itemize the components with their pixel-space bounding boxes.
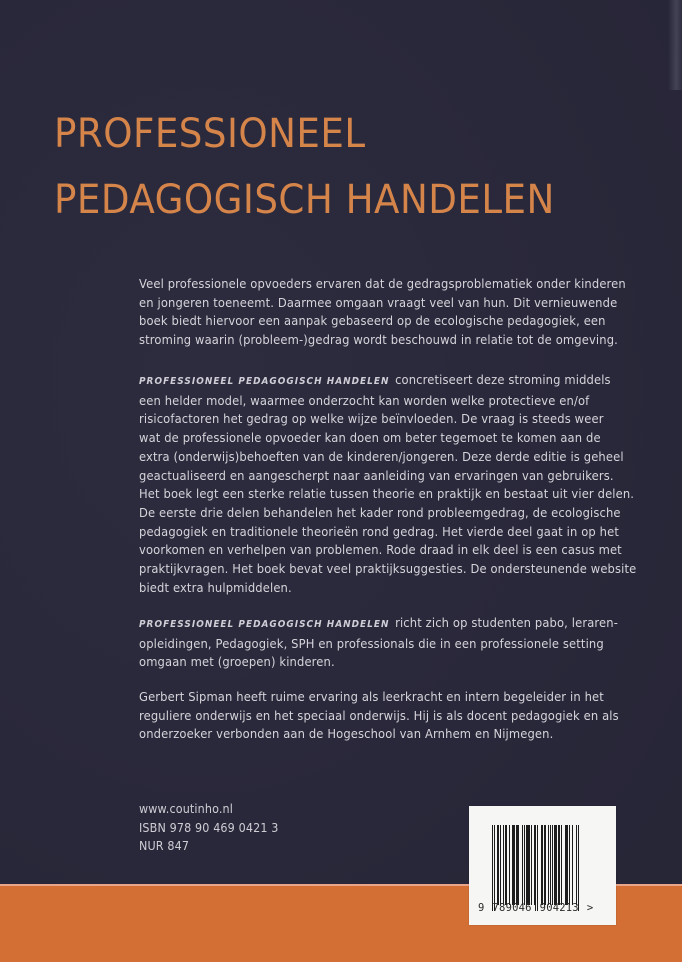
text-line: omgaan met (groepen) kinderen. xyxy=(139,654,335,670)
text-line: voorkomen en verhelpen van problemen. Rode draad in elk deel is een casus met xyxy=(139,542,622,558)
text-line: Het boek legt een sterke relatie tussen theorie en praktijk en bestaat uit vier delen. xyxy=(139,486,635,502)
barcode-label xyxy=(469,806,616,925)
text-line: opleidingen, Pedagogiek, SPH en professionals die in een professionele setting xyxy=(139,635,604,651)
barcode-group-1: 789046 xyxy=(492,902,532,914)
text-line: risicofactoren het gedrag op welke wijze beïnvloeden. De vraag is steeds weer xyxy=(139,411,604,427)
barcode-bars xyxy=(492,825,596,905)
text-line: en jongeren toeneemt. Daarmee omgaan vraagt veel van hun. Dit vernieuwende xyxy=(139,294,618,310)
text-line: boek biedt hiervoor een aanpak gebaseerd op de ecologische pedagogiek, een xyxy=(139,313,606,329)
title-line-2: PEDAGOGISCH HANDELEN xyxy=(54,177,555,223)
text-line: wat de professionele opvoeder kan doen om beter tegemoet te komen aan de xyxy=(139,430,601,446)
text-line: biedt extra hulpmiddelen. xyxy=(139,579,292,595)
title-line-1: PROFESSIONEEL xyxy=(54,111,366,157)
text-line: stroming waarin (probleem-)gedrag wordt beschouwd in relatie tot de omgeving. xyxy=(139,332,618,348)
text-fragment: richt zich op studenten pabo, leraren- xyxy=(395,615,619,630)
text-line xyxy=(139,614,618,635)
text-line: een helder model, waarmee onderzocht kan worden welke protectieve en/of xyxy=(139,392,590,408)
text-line: De eerste drie delen behandelen het kader rond probleemgedrag, de ecologische xyxy=(139,504,621,520)
text-line xyxy=(139,371,636,392)
text-line: extra (onderwijs)behoeften van de kinderen/jongeren. Deze derde editie is geheel xyxy=(139,448,624,464)
text-fragment: concretiseert deze stroming middels xyxy=(395,372,611,387)
text-line: Gerbert Sipman heeft ruime ervaring als leerkracht en intern begeleider in het xyxy=(139,689,604,704)
text-line: Veel professionele opvoeders ervaren dat de gedragsproblematiek onder kinderen xyxy=(139,276,626,291)
isbn: ISBN 978 90 469 0421 3 xyxy=(139,820,279,835)
blurb-paragraph-3 xyxy=(139,614,618,672)
text-line: praktijkvragen. Het boek bevat veel praktijksuggesties. De ondersteunende website xyxy=(139,561,637,577)
barcode-lead-digit: 9 xyxy=(478,902,485,914)
nur-code: NUR 847 xyxy=(139,839,190,853)
cover-wear-mark xyxy=(668,0,682,90)
text-line: reguliere onderwijs en het speciaal onderwijs. Hij is als docent pedagogiek en als xyxy=(139,707,619,723)
publisher-info xyxy=(139,800,279,856)
barcode-digits xyxy=(478,902,613,914)
author-bio xyxy=(139,688,619,744)
barcode-group-2: 904213 xyxy=(539,902,579,914)
publisher-website: www.coutinho.nl xyxy=(139,802,234,816)
blurb-paragraph-1 xyxy=(139,275,626,350)
text-line: pedagogiek en traditionele theorieën rond gedrag. Het vierde deel gaat in op het xyxy=(139,523,620,539)
book-title-reference: PROFESSIONEEL PEDAGOGISCH HANDELEN xyxy=(139,376,390,387)
book-title xyxy=(54,101,555,233)
text-line: onderzoeker verbonden aan de Hogeschool van Arnhem en Nijmegen. xyxy=(139,726,554,742)
book-title-reference: PROFESSIONEEL PEDAGOGISCH HANDELEN xyxy=(139,619,390,630)
text-line: geactualiseerd en aangescherpt naar aanleiding van ervaringen van gebruikers. xyxy=(139,467,614,483)
barcode-quiet-zone-marker: > xyxy=(586,902,594,914)
barcode-bar xyxy=(579,825,580,911)
blurb-paragraph-2 xyxy=(139,371,636,597)
